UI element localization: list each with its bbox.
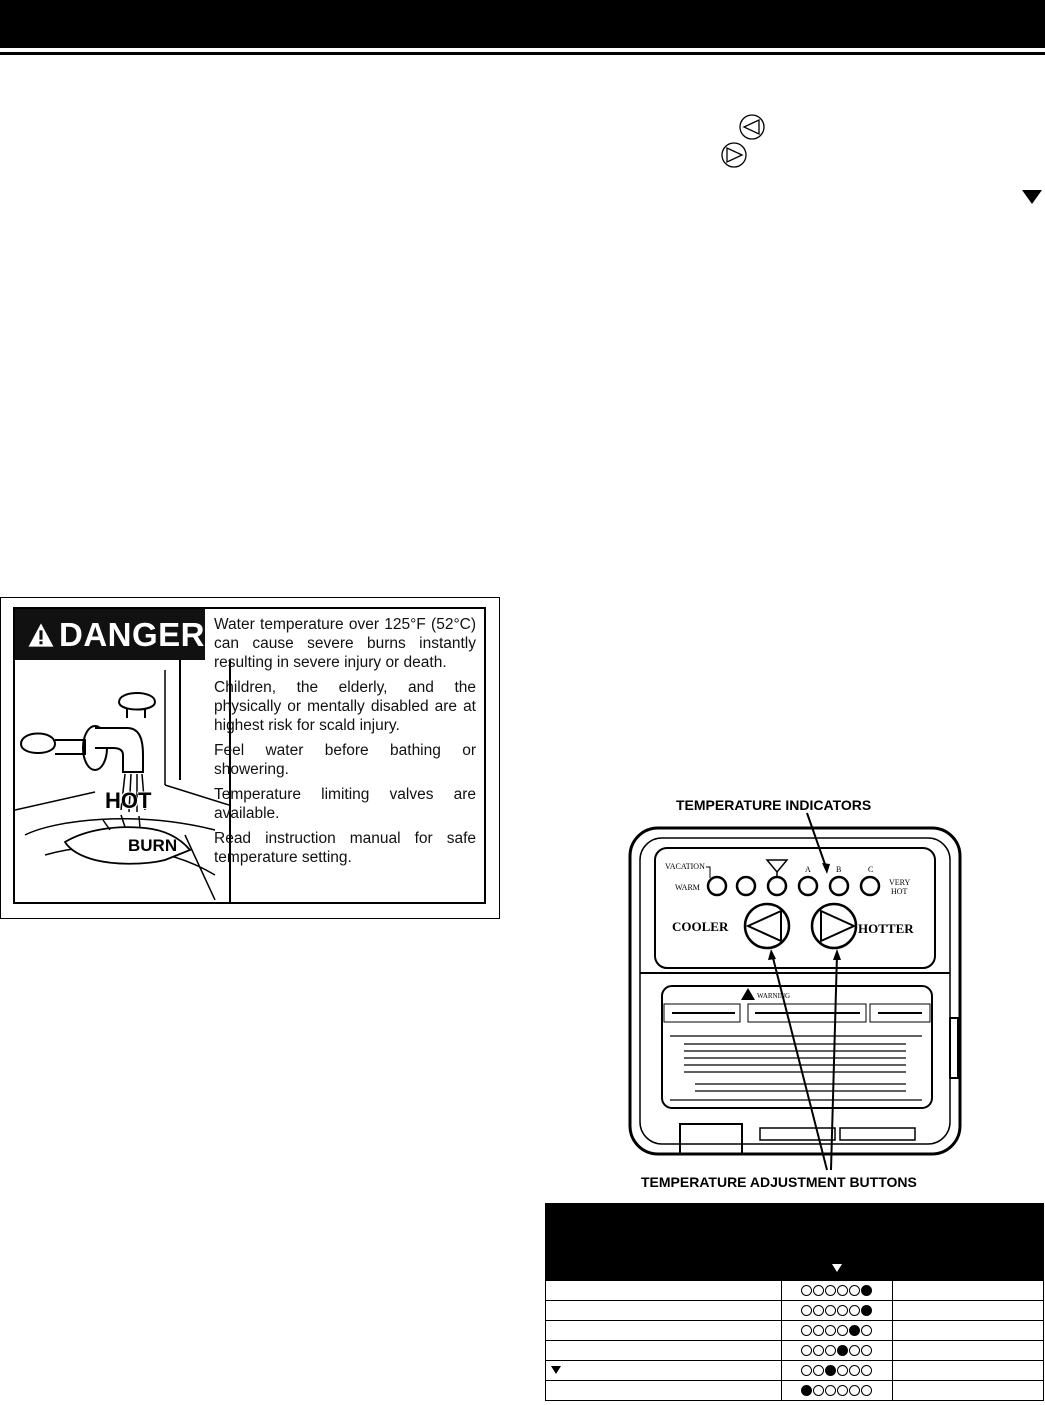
danger-heading-text: DANGER xyxy=(58,615,205,653)
indicator-dots xyxy=(782,1325,892,1336)
header-cell xyxy=(781,1204,892,1281)
indicator-dot xyxy=(801,1285,812,1296)
indicator-dot xyxy=(837,1305,848,1316)
setting-name-cell xyxy=(546,1341,782,1361)
hot-label: HOT xyxy=(891,887,908,896)
danger-label-inner xyxy=(13,607,486,904)
indicator-dots xyxy=(782,1345,892,1356)
indicator-dots xyxy=(782,1285,892,1296)
setting-name-cell xyxy=(546,1281,782,1301)
setting-marker-icon xyxy=(550,1365,562,1375)
indicator-pattern-cell xyxy=(781,1341,892,1361)
setting-marker-icon xyxy=(1020,188,1044,206)
indicator-dot xyxy=(837,1385,848,1396)
indicators-caption: TEMPERATURE INDICATORS xyxy=(676,797,872,813)
setting-marker-icon xyxy=(831,1263,843,1273)
indicator-dot xyxy=(837,1365,848,1376)
hotter-label: HOTTER xyxy=(858,921,914,936)
header-cell xyxy=(546,1204,782,1281)
temperature-cell xyxy=(892,1381,1043,1401)
label-c: C xyxy=(868,865,874,874)
table-row xyxy=(546,1341,1044,1361)
indicator-dot xyxy=(813,1365,824,1376)
indicator-dot xyxy=(825,1385,836,1396)
indicator-dot xyxy=(801,1305,812,1316)
vacation-label: VACATION xyxy=(665,862,705,871)
danger-message xyxy=(214,615,476,873)
header-cell xyxy=(892,1204,1043,1281)
hotter-button-icon xyxy=(720,141,748,169)
table-header xyxy=(546,1204,1044,1281)
indicator-dot xyxy=(825,1345,836,1356)
table-row xyxy=(546,1281,1044,1301)
cooler-label: COOLER xyxy=(672,919,729,934)
indicator-dot xyxy=(849,1285,860,1296)
hot-word: HOT xyxy=(105,788,152,813)
danger-paragraph: Water temperature over 125°F (52°C) can cause severe burns instantly resulting in severe injury or death. xyxy=(214,616,476,671)
table-row xyxy=(546,1321,1044,1341)
indicator-dot xyxy=(849,1345,860,1356)
gas-control-diagram xyxy=(600,808,1000,1178)
indicator-dot xyxy=(825,1325,836,1336)
temperature-cell xyxy=(892,1341,1043,1361)
indicator-dot xyxy=(849,1305,860,1316)
setting-name-cell xyxy=(546,1381,782,1401)
indicator-pattern-cell xyxy=(781,1321,892,1341)
label-b: B xyxy=(836,865,842,874)
danger-heading xyxy=(15,609,205,660)
indicator-dot-lit xyxy=(861,1305,872,1316)
indicator-dot xyxy=(849,1365,860,1376)
buttons-caption: TEMPERATURE ADJUSTMENT BUTTONS xyxy=(641,1174,917,1190)
table-row xyxy=(546,1301,1044,1321)
temperature-cell xyxy=(892,1321,1043,1341)
indicator-dot-lit xyxy=(861,1285,872,1296)
indicator-dot xyxy=(801,1325,812,1336)
danger-paragraph: Read instruction manual for safe temperature setting. xyxy=(214,830,476,866)
indicator-pattern-cell xyxy=(781,1381,892,1401)
indicator-dot xyxy=(825,1285,836,1296)
indicator-dot xyxy=(861,1385,872,1396)
danger-paragraph: Temperature limiting valves are available. xyxy=(214,786,476,822)
label-a: A xyxy=(805,865,811,874)
table-row xyxy=(546,1361,1044,1381)
header-bar xyxy=(0,0,1045,48)
indicator-dots xyxy=(782,1385,892,1396)
faucet-hand-icon xyxy=(15,660,229,900)
danger-paragraph: Children, the elderly, and the physically or mentally disabled are at highest risk for scald injury. xyxy=(214,679,476,734)
setting-name-cell xyxy=(546,1321,782,1341)
indicator-dot xyxy=(825,1305,836,1316)
danger-label xyxy=(0,597,500,919)
temperature-cell xyxy=(892,1281,1043,1301)
indicator-pattern-cell xyxy=(781,1281,892,1301)
temperature-setting-table xyxy=(545,1203,1044,1401)
indicator-dot xyxy=(837,1285,848,1296)
setting-name-cell xyxy=(546,1301,782,1321)
danger-paragraph: Feel water before bathing or showering. xyxy=(214,742,476,778)
indicator-dot xyxy=(861,1345,872,1356)
indicator-pattern-cell xyxy=(781,1301,892,1321)
indicator-pattern-cell xyxy=(781,1361,892,1381)
indicator-dot xyxy=(849,1385,860,1396)
table-row xyxy=(546,1381,1044,1401)
indicator-dot-lit xyxy=(801,1385,812,1396)
temperature-cell xyxy=(892,1301,1043,1321)
scald-illustration xyxy=(15,660,231,902)
indicator-dot xyxy=(813,1285,824,1296)
warm-label: WARM xyxy=(675,883,700,892)
indicator-dot xyxy=(837,1325,848,1336)
indicator-dot xyxy=(861,1325,872,1336)
indicator-dot xyxy=(861,1365,872,1376)
indicator-dots xyxy=(782,1365,892,1376)
indicator-dot-lit xyxy=(849,1325,860,1336)
indicator-dot-lit xyxy=(837,1345,848,1356)
indicator-dot xyxy=(813,1385,824,1396)
setting-name-cell xyxy=(546,1361,782,1381)
indicator-dot xyxy=(813,1345,824,1356)
header-rule xyxy=(0,52,1045,55)
cooler-button-icon xyxy=(738,113,766,141)
warning-triangle-icon xyxy=(27,618,55,652)
temperature-cell xyxy=(892,1361,1043,1381)
burn-word: BURN xyxy=(128,836,178,855)
indicator-dots xyxy=(782,1305,892,1316)
warning-label: WARNING xyxy=(757,992,791,1000)
indicator-dot xyxy=(801,1365,812,1376)
very-label: VERY xyxy=(889,878,911,887)
indicator-dot xyxy=(801,1345,812,1356)
indicator-dot xyxy=(813,1325,824,1336)
indicator-dot-lit xyxy=(825,1365,836,1376)
indicator-dot xyxy=(813,1305,824,1316)
